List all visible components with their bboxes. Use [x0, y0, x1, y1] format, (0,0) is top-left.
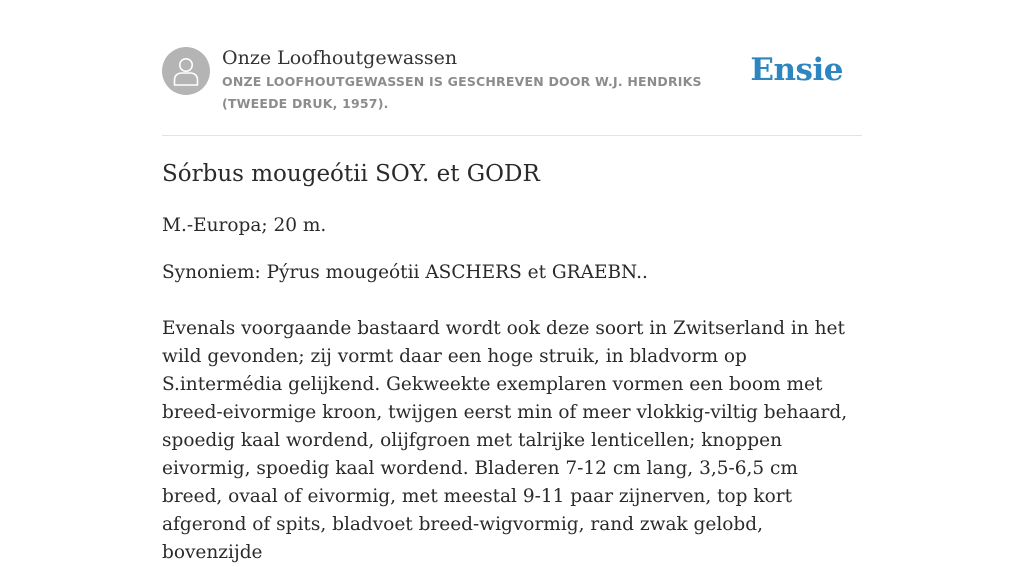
book-title[interactable]: Onze Loofhoutgewassen — [222, 47, 458, 69]
book-subtitle: ONZE LOOFHOUTGEWASSEN IS GESCHREVEN DOOR W.J. HENDRIKS (TWEEDE DRUK, 1957). — [222, 74, 702, 111]
header — [162, 46, 862, 116]
header-divider — [162, 135, 862, 136]
user-icon — [173, 56, 199, 86]
entry-description: Evenals voorgaande bastaard wordt ook deze soort in Zwitserland in het wild gevonden; zij vormt daar een hoge struik, in bladvorm op S.intermédia gelijkend. Gekweekte exemplaren vormen een boom met breed-eivormige kroon, twijgen eerst min of meer vlokkig-viltig behaard, spoedig kaal wordend, olijfgroen met talrijke lenticellen; knoppen eivormig, spoedig kaal wordend. Bladeren 7-12 cm lang, 3,5-6,5 cm breed, ovaal of eivormig, met meestal 9-11 paar zijnerven, top kort afgerond of spits, bladvoet breed-wigvormig, rand zwak gelobd, bovenzijde — [162, 318, 848, 563]
header-text — [222, 46, 757, 115]
entry-title: Sórbus mougeótii SOY. et GODR — [162, 161, 540, 187]
avatar[interactable] — [162, 47, 210, 95]
entry-content — [162, 158, 862, 567]
ensie-logo[interactable]: Ensie — [750, 52, 843, 88]
entry-region: M.-Europa; 20 m. — [162, 215, 327, 236]
entry-synonym: Synoniem: Pýrus mougeótii ASCHERS et GRAEBN.. — [162, 262, 648, 283]
